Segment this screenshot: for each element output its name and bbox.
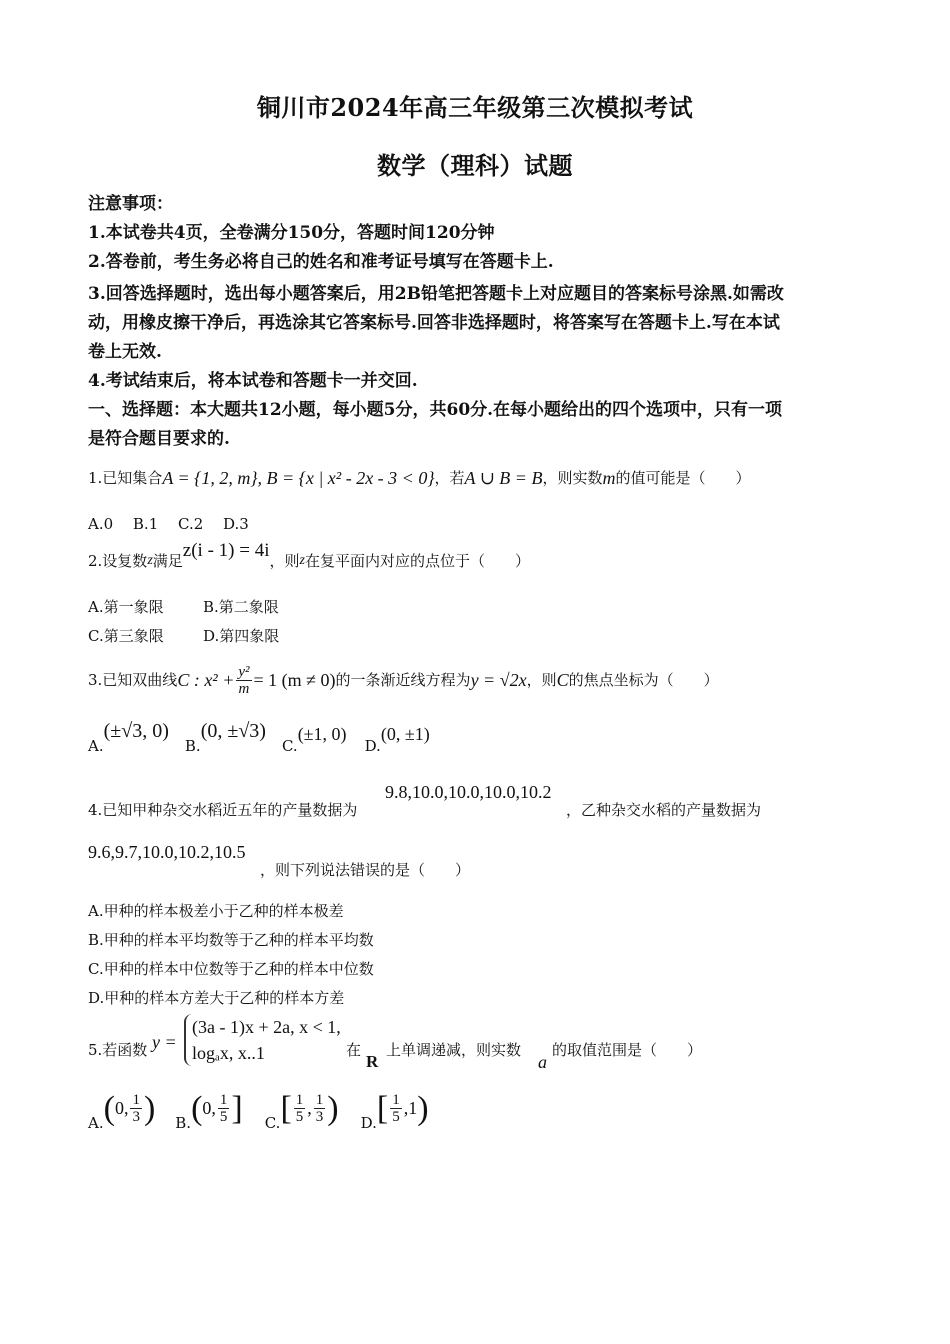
q3-option-b: (0, ±√3) bbox=[200, 720, 266, 742]
exam-title: 铜川市2024年高三年级第三次模拟考试 bbox=[256, 93, 694, 122]
question-1 bbox=[88, 460, 878, 496]
q3-option-b-label: B. bbox=[184, 737, 201, 755]
exam-subtitle: 数学（理科）试题 bbox=[377, 151, 573, 180]
q3-option-c: (±1, 0) bbox=[297, 724, 347, 744]
q4-option-b: B.甲种的样本平均数等于乙种的样本平均数 bbox=[88, 931, 374, 949]
q3-option-d-label: D. bbox=[364, 737, 381, 755]
q5-stem-mid: 在 bbox=[346, 1041, 362, 1059]
q1-condition: A ∪ B = B bbox=[464, 468, 543, 488]
q5-option-c-label: C. bbox=[264, 1113, 281, 1132]
q1-set-a: A = {1, 2, m} bbox=[162, 468, 258, 488]
notice-item-4: 4.考试结束后，将本试卷和答题卡一并交回. bbox=[88, 371, 418, 391]
q3-options bbox=[88, 720, 430, 755]
q3-option-a: (±√3, 0) bbox=[103, 720, 169, 742]
q1-variable: m bbox=[602, 468, 616, 488]
q3-frac-denominator: m bbox=[238, 680, 250, 697]
q5-y: y = bbox=[152, 1032, 177, 1052]
q5-set-r: R bbox=[366, 1052, 379, 1071]
question-5 bbox=[88, 1012, 878, 1072]
q4-stem-post: ，则下列说法错误的是（ ） bbox=[260, 861, 471, 879]
q5-option-d: [ $\frac{1}{5}$ ,1 ) bbox=[376, 1089, 429, 1127]
q1-set-b: , B = {x | x² - 2x - 3 < 0} bbox=[257, 468, 435, 488]
question-2 bbox=[88, 541, 878, 581]
q5-options bbox=[88, 1089, 429, 1132]
q2-stem-mid: 满足 bbox=[152, 552, 183, 570]
q5-option-b-label: B. bbox=[175, 1113, 192, 1132]
q2-var-z: z bbox=[147, 553, 153, 568]
q4-stem-pre: 4.已知甲种杂交水稻近五年的产量数据为 bbox=[88, 801, 358, 819]
q4-stem-mid: ，乙种杂交水稻的产量数据为 bbox=[566, 801, 762, 819]
q2-var-z-2: z bbox=[299, 553, 305, 568]
notice-heading: 注意事项： bbox=[88, 194, 173, 214]
q5-option-b: ( 0, $\frac{1}{5}$ ] bbox=[191, 1089, 243, 1127]
q3-stem-post: 的焦点坐标为（ ） bbox=[568, 671, 719, 689]
q3-frac-numerator: y² bbox=[238, 663, 250, 680]
q5-stem-post: 的取值范围是（ ） bbox=[552, 1041, 703, 1059]
q5-stem-mid2: 上单调递减，则实数 bbox=[386, 1041, 522, 1059]
q2-equation: z(i - 1) = 4i bbox=[182, 540, 270, 561]
section-heading-line-1: 一、选择题：本大题共12小题，每小题5分，共60分.在每小题给出的四个选项中，只有一项 bbox=[88, 400, 783, 420]
q3-option-c-label: C. bbox=[281, 737, 298, 755]
notice-item-3-line-2: 动，用橡皮擦干净后，再选涂其它答案标号.回答非选择题时，将答案写在答题卡上.写在本试 bbox=[88, 313, 780, 333]
q2-stem-post: 在复平面内对应的点位于（ ） bbox=[304, 552, 530, 570]
q2-option-b: B.第二象限 bbox=[203, 598, 279, 616]
q2-option-a: A.第一象限 bbox=[88, 598, 164, 616]
q2-option-d: D.第四象限 bbox=[203, 627, 280, 645]
q5-option-d-label: D. bbox=[360, 1113, 377, 1132]
question-4 bbox=[88, 782, 878, 822]
question-4-line-2 bbox=[88, 842, 878, 882]
q3-eq-right: = 1 (m ≠ 0) bbox=[253, 670, 336, 690]
q4-option-d: D.甲种的样本方差大于乙种的样本方差 bbox=[88, 989, 345, 1007]
notice-item-3-line-3: 卷上无效. bbox=[88, 342, 162, 362]
q2-option-c: C.第三象限 bbox=[88, 627, 164, 645]
q3-option-a-label: A. bbox=[88, 737, 104, 755]
q5-option-a-label: A. bbox=[88, 1113, 104, 1132]
q4-option-a: A.甲种的样本极差小于乙种的样本极差 bbox=[88, 902, 344, 920]
q3-asymptote: y = √2x bbox=[470, 670, 527, 690]
q3-option-d: (0, ±1) bbox=[380, 724, 430, 744]
q2-stem-pre: 2.设复数 bbox=[88, 552, 148, 570]
q4-data-1: 9.8,10.0,10.0,10.0,10.2 bbox=[385, 782, 552, 802]
q5-case-1: (3a - 1)x + 2a, x < 1, bbox=[192, 1017, 341, 1037]
q4-data-2: 9.6,9.7,10.0,10.2,10.5 bbox=[88, 842, 246, 862]
q5-var-a: a bbox=[538, 1052, 547, 1072]
q3-stem-pre: 3.已知双曲线 bbox=[88, 671, 178, 689]
q3-stem-mid2: ，则 bbox=[526, 671, 557, 689]
q3-var-c: C bbox=[556, 670, 569, 690]
q3-fraction bbox=[236, 664, 251, 697]
q5-case-2: logₐx, x..1 bbox=[192, 1043, 265, 1063]
q2-stem-mid2: ，则 bbox=[269, 552, 300, 570]
q5-option-c: [ $\frac{1}{5}$ , $\frac{1}{3}$ ) bbox=[280, 1089, 339, 1127]
q3-eq-left: C : x² + bbox=[177, 670, 235, 690]
section-heading-line-2: 是符合题目要求的. bbox=[88, 429, 230, 449]
notice-item-3-line-1: 3.回答选择题时，选出每小题答案后，用2B铅笔把答题卡上对应题目的答案标号涂黑.如需改 bbox=[88, 284, 784, 304]
q5-option-a: ( 0, $\frac{1}{3}$ ) bbox=[103, 1089, 156, 1127]
q1-stem-pre: 1.已知集合 bbox=[88, 469, 163, 487]
q3-stem-mid: 的一条渐近线方程为 bbox=[335, 671, 471, 689]
notice-item-2: 2.答卷前，考生务必将自己的姓名和准考证号填写在答题卡上. bbox=[88, 252, 554, 272]
q1-stem-post: 的值可能是（ ） bbox=[615, 469, 751, 487]
q1-options: A.0 B.1 C.2 D.3 bbox=[88, 515, 249, 533]
q5-piecewise bbox=[184, 1014, 341, 1066]
q1-stem-mid2: ，则实数 bbox=[542, 469, 603, 487]
q5-stem-pre: 5.若函数 bbox=[88, 1041, 148, 1059]
notice-item-1: 1.本试卷共4页，全卷满分150分，答题时间120分钟 bbox=[88, 223, 495, 243]
q1-stem-mid: ，若 bbox=[434, 469, 465, 487]
question-3 bbox=[88, 654, 878, 706]
q4-option-c: C.甲种的样本中位数等于乙种的样本中位数 bbox=[88, 960, 374, 978]
